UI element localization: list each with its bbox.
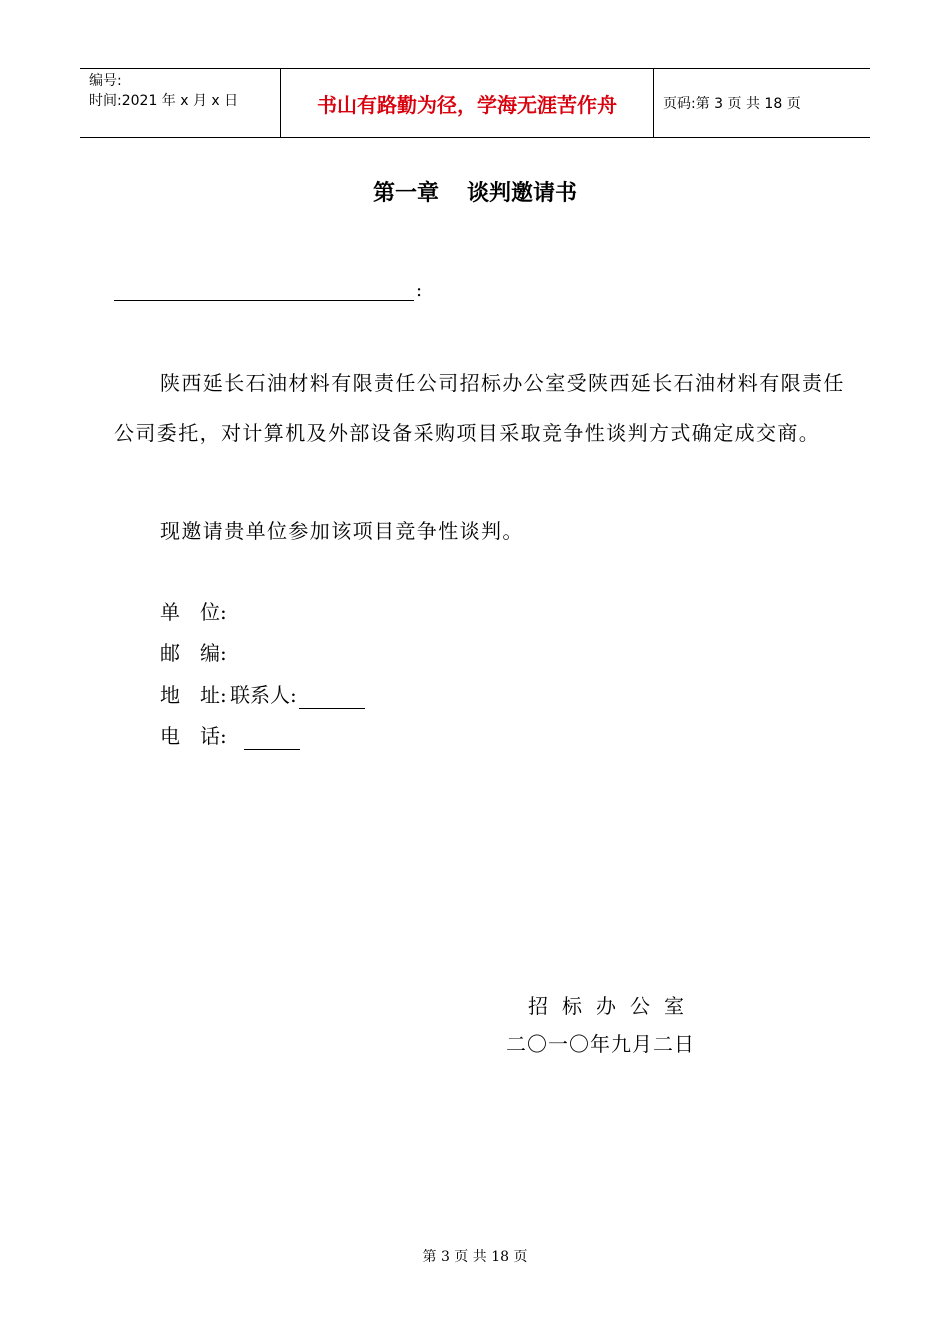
- page-footer: 第 3 页 共 18 页: [422, 1249, 528, 1265]
- phone-label: 电 话:: [160, 724, 227, 748]
- phone-blank-line: [244, 729, 300, 750]
- field-unit: [160, 598, 230, 626]
- signature-date: 二〇一〇年九月二日: [506, 1032, 695, 1056]
- body-paragraph-1: [114, 358, 854, 458]
- field-phone: [160, 722, 300, 750]
- postcode-label: 邮 编:: [160, 641, 227, 665]
- body-paragraph-2: [114, 506, 854, 556]
- contact-label: 联系人:: [230, 683, 297, 707]
- chapter-label: 第一章: [372, 180, 439, 206]
- signature-org: 招标办公室: [528, 994, 698, 1018]
- unit-label: 单 位:: [160, 600, 227, 624]
- field-address: [160, 681, 365, 709]
- address-label: 地 址:: [160, 683, 227, 707]
- motto-text: 书山有路勤为径，学海无涯苦作舟: [317, 92, 617, 117]
- page-title: [0, 176, 950, 207]
- page-info: 页码:第 3 页 共 18 页: [663, 96, 801, 112]
- field-postcode: [160, 639, 230, 667]
- addressee-blank-line: [114, 278, 414, 301]
- contact-blank-line: [299, 688, 365, 709]
- paragraph-1-text: 陕西延长石油材料有限责任公司招标办公室受陕西延长石油材料有限责任公司委托，对计算机及外部设备采购项目采取竞争性谈判方式确定成交商。: [114, 371, 845, 445]
- header-table: [80, 68, 870, 138]
- header-meta-cell: [80, 69, 281, 137]
- time-label: 时间:2021 年 x 月 x 日: [89, 93, 239, 109]
- document-name: 谈判邀请书: [467, 180, 578, 206]
- number-label: 编号:: [89, 73, 122, 89]
- addressee-colon: :: [416, 280, 423, 301]
- header-page-cell: [654, 69, 870, 137]
- header-motto-cell: [281, 69, 654, 137]
- paragraph-2-text: 现邀请贵单位参加该项目竞争性谈判。: [160, 519, 524, 543]
